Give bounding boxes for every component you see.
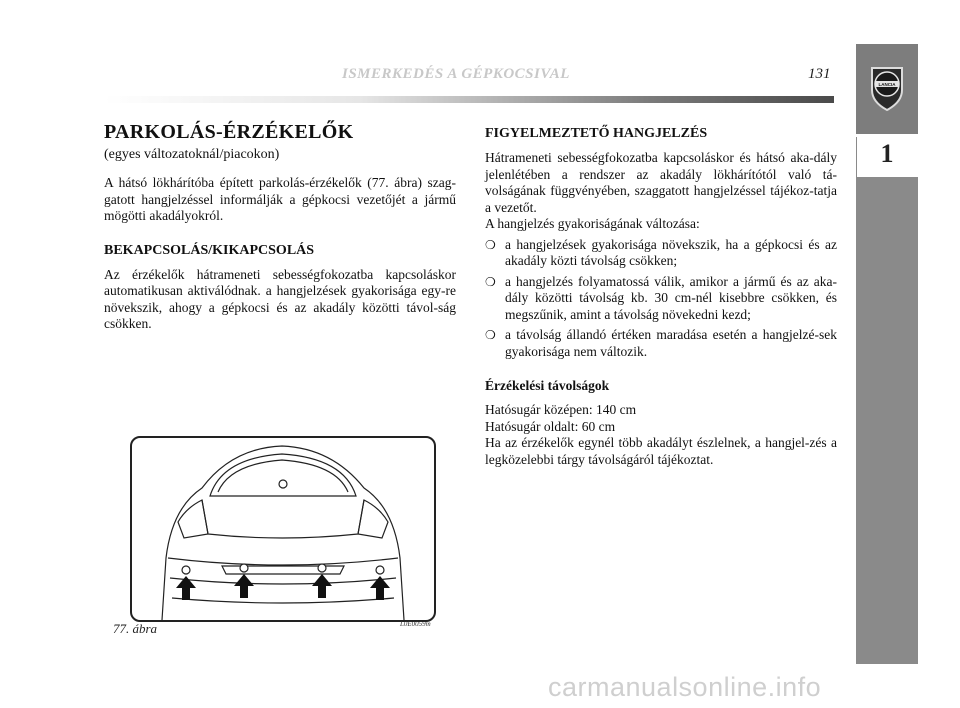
figure-caption: 77. ábra bbox=[113, 621, 158, 636]
bullet-circle-icon: ❍ bbox=[485, 237, 496, 252]
on-off-heading: BEKAPCSOLÁS/KIKAPCSOLÁS bbox=[104, 242, 315, 258]
bullet-circle-icon: ❍ bbox=[485, 274, 496, 289]
sensor-right-inner bbox=[318, 564, 326, 572]
frequency-label: A hangjelzés gyakoriságának változása: bbox=[485, 216, 700, 231]
right-column bbox=[485, 126, 837, 468]
distance-center: Hatósugár középen: 140 cm bbox=[485, 402, 637, 417]
intro-paragraph: A hátsó lökhárítóba épített parkolás-érzékelők (77. ábra) szag-gatott hangjelzéssel informálják a gépkocsi vezetőjét a jármű mögötti akadályokról. bbox=[104, 175, 456, 223]
arrow-up-icon bbox=[234, 574, 254, 598]
list-item bbox=[485, 274, 837, 324]
list-item-text: a távolság állandó értéken maradása esetén a hangjelzé-sek gyakorisága nem változik. bbox=[505, 327, 837, 359]
distance-side: Hatósugár oldalt: 60 cm bbox=[485, 418, 616, 434]
warning-heading: FIGYELMEZTETŐ HANGJELZÉS bbox=[485, 126, 708, 141]
arrow-up-icon bbox=[176, 576, 196, 600]
lancia-logo-icon bbox=[868, 64, 906, 112]
list-item-text: a hangjelzés folyamatossá válik, amikor a jármű és az aka-dály közötti távolság kb. 30 cm-nél kisebbre csökken, és megszűnik, amint a távolság növekedni kezd; bbox=[505, 273, 837, 322]
sensor-right-outer bbox=[376, 566, 384, 574]
list-item bbox=[485, 327, 837, 360]
list-item-text: a hangjelzések gyakorisága növekszik, ha a gépkocsi és az akadály közti távolság csökken; bbox=[505, 236, 837, 268]
bullet-circle-icon: ❍ bbox=[485, 328, 496, 342]
car-rear-illustration bbox=[132, 438, 434, 620]
lancia-logo-text: LANCIA bbox=[878, 82, 896, 87]
header-rule bbox=[104, 96, 834, 103]
figure-code: L0E0059m bbox=[400, 620, 431, 628]
sensor-left-outer bbox=[182, 566, 190, 574]
section-subtitle: (egyes változatoknál/piacokon) bbox=[104, 147, 280, 162]
closing-paragraph: Ha az érzékelők egynél több akadályt észlelnek, a hangjel-zés a legközelebbi tárgy távolságáról tájékoztat. bbox=[485, 435, 837, 467]
left-column bbox=[104, 120, 456, 333]
figure-car-rear bbox=[130, 436, 436, 622]
warning-intro: Hátrameneti sebességfokozatba kapcsoláskor és hátsó aka-dály jelenlétében a rendszer az akadály lökhárítótól való tá-volságának függvényében, szaggatott hangjelzéssel tájékoz-tatja a vezetőt. bbox=[485, 150, 837, 215]
watermark: carmanualsonline.info bbox=[548, 672, 822, 702]
running-header-title: ISMERKEDÉS A GÉPKOCSIVAL bbox=[342, 66, 570, 82]
page-number: 131 bbox=[808, 66, 831, 82]
chapter-number: 1 bbox=[880, 139, 894, 168]
detection-range-heading: Érzékelési távolságok bbox=[485, 378, 610, 393]
section-title: PARKOLÁS-ÉRZÉKELŐK bbox=[104, 121, 354, 143]
sensor-left-inner bbox=[240, 564, 248, 572]
on-off-paragraph: Az érzékelők hátrameneti sebességfokozatba kapcsoláskor automatikusan aktiválódnak. a hangjelzések gyakorisága egy-re növekszik, ahogy a gépkocsi és az akadály közötti távol-ság csökken. bbox=[104, 266, 456, 331]
list-item bbox=[485, 237, 837, 270]
arrow-up-icon bbox=[312, 574, 332, 598]
